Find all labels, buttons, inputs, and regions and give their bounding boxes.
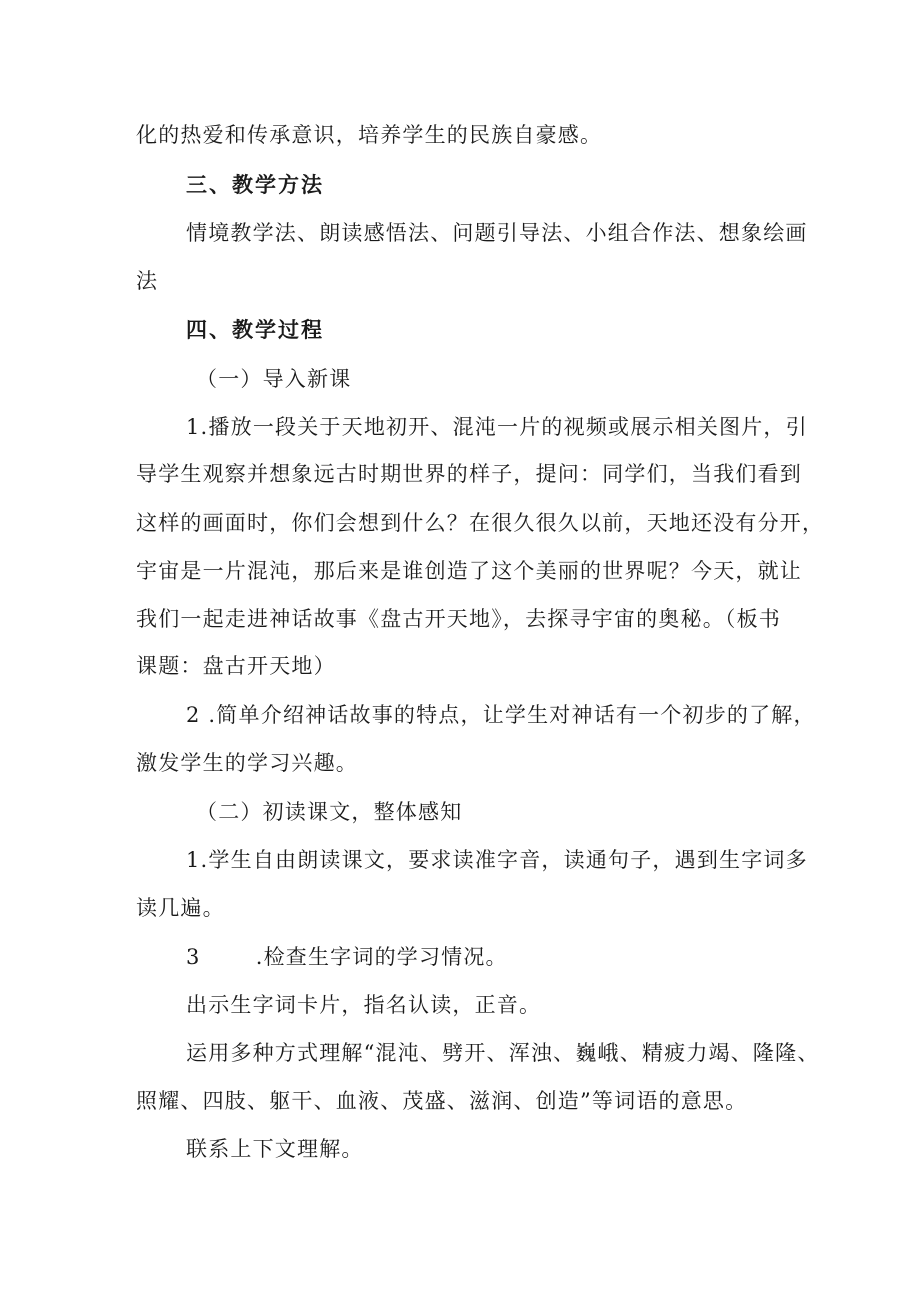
paragraph-line: 情境教学法、朗读感悟法、问题引导法、小组合作法、想象绘画 [186,221,808,245]
paragraph-line: 化的热爱和传承意识，培养学生的民族自豪感。 [136,123,603,147]
paragraph-line: 联系上下文理解。 [186,1137,364,1161]
paragraph-line: 1.播放一段关于天地初开、混沌一片的视频或展示相关图片，引 [186,415,808,439]
paragraph-line: 课题：盘古开天地） [136,654,336,678]
subsection-heading-intro: （一）导入新课 [196,367,352,391]
paragraph-line: 法 [136,269,159,293]
paragraph-line: 宇宙是一片混沌，那后来是谁创造了这个美丽的世界呢？今天，就让 [136,559,802,583]
section-heading-teaching-process: 四、教学过程 [186,317,324,342]
paragraph-line: 3 .检查生字词的学习情况。 [186,945,508,969]
paragraph-line: 运用多种方式理解“混沌、劈开、浑浊、巍峨、精疲力竭、隆隆、 [186,1041,820,1065]
paragraph-line: 这样的画面时，你们会想到什么？在很久很久以前，天地还没有分开， [136,511,825,535]
section-heading-teaching-methods: 三、教学方法 [186,172,324,197]
paragraph-line: 我们一起走进神话故事《盘古开天地》，去探寻宇宙的奥秘。（板书 [136,607,781,631]
subsection-heading-first-reading: （二）初读课文，整体感知 [196,800,463,824]
paragraph-line: 2 .简单介绍神话故事的特点，让学生对神话有一个初步的了解， [186,703,816,727]
paragraph-line: 导学生观察并想象远古时期世界的样子，提问：同学们，当我们看到 [136,462,802,486]
paragraph-line: 读几遍。 [136,896,225,920]
paragraph-line: 照耀、四肢、躯干、血液、茂盛、滋润、创造”等词语的意思。 [136,1089,748,1113]
paragraph-line: 出示生字词卡片，指名认读，正音。 [186,993,542,1017]
paragraph-line: 1.学生自由朗读课文，要求读准字音，读通句子，遇到生字词多 [186,848,808,872]
paragraph-line: 激发学生的学习兴趣。 [136,751,358,775]
